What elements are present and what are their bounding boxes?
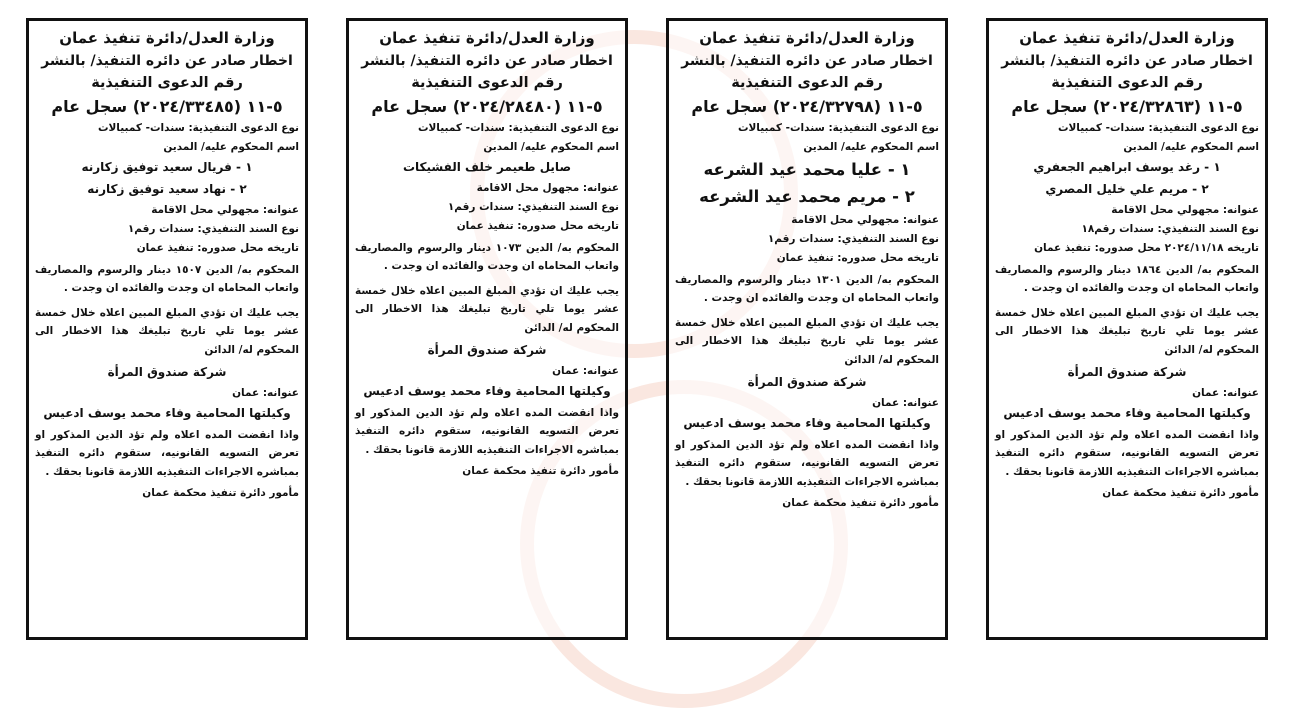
demand-text: يجب عليك ان تؤدي المبلغ المبين اعلاه خلال خمسة عشر يوما تلي تاريخ تبليغك هذا الاخطار الى المحكوم له/ الدائن bbox=[675, 316, 939, 366]
warning-text: واذا انقضت المده اعلاه ولم تؤد الدين المذكور او تعرض التسويه القانونيه، ستقوم دائره التنفيذ بمباشره الاجراءات التنفيذيه اللازمة قانونا بحقك . bbox=[675, 438, 939, 488]
debtor-address: عنوانه: مجهولي محل الاقامة bbox=[151, 204, 299, 216]
company-address: عنوانه: عمان bbox=[232, 386, 299, 399]
debtor-address: عنوانه: مجهولي محل الاقامة bbox=[1111, 204, 1259, 216]
debtor-label: اسم المحكوم عليه/ المدين bbox=[163, 141, 299, 153]
case-type: نوع الدعوى التنفيذية: سندات- كمبيالات bbox=[417, 122, 619, 134]
officer-signature: مأمور دائرة تنفيذ محكمة عمان bbox=[142, 487, 299, 499]
debtor-name: ١ - رغد يوسف ابراهيم الجعفري bbox=[1033, 160, 1221, 174]
officer-signature: مأمور دائرة تنفيذ محكمة عمان bbox=[462, 465, 619, 477]
issue-info: تاريخه محل صدوره: تنفيذ عمان bbox=[136, 242, 299, 254]
lawyer-name: وكيلتها المحامية وفاء محمد يوسف ادعيس bbox=[1003, 405, 1251, 420]
issue-info: تاريخه محل صدوره: تنفيذ عمان bbox=[776, 252, 939, 264]
case-title: رقم الدعوى التنفيذية bbox=[411, 75, 563, 91]
notice-card bbox=[26, 18, 308, 640]
case-title: رقم الدعوى التنفيذية bbox=[91, 75, 243, 91]
debtor-name: ١ - فريال سعيد توفيق زكارنه bbox=[81, 160, 253, 174]
case-number: ٥-١١ (٢٠٢٤/٣٢٧٩٨) سجل عام bbox=[691, 97, 923, 116]
ministry-title: وزارة العدل/دائرة تنفيذ عمان bbox=[699, 29, 915, 47]
demand-text: يجب عليك ان تؤدي المبلغ المبين اعلاه خلال خمسة عشر يوما تلي تاريخ تبليغك هذا الاخطار الى المحكوم له/ الدائن bbox=[995, 306, 1259, 356]
notice-card bbox=[986, 18, 1268, 640]
bond-type: نوع السند التنفيذي: سندات رقم١ bbox=[127, 223, 299, 235]
ministry-title: وزارة العدل/دائرة تنفيذ عمان bbox=[1019, 29, 1235, 47]
notice-card bbox=[346, 18, 628, 640]
issue-info: تاريخه ٢٠٢٤/١١/١٨ محل صدوره: تنفيذ عمان bbox=[1034, 242, 1259, 254]
lawyer-name: وكيلتها المحامية وفاء محمد يوسف ادعيس bbox=[683, 415, 931, 430]
notice-subtitle: اخطار صادر عن دائره التنفيذ/ بالنشر bbox=[361, 53, 613, 69]
company-address: عنوانه: عمان bbox=[872, 396, 939, 409]
case-type: نوع الدعوى التنفيذية: سندات- كمبيالات bbox=[97, 122, 299, 134]
case-title: رقم الدعوى التنفيذية bbox=[731, 75, 883, 91]
demand-text: يجب عليك ان تؤدي المبلغ المبين اعلاه خلال خمسة عشر يوما تلي تاريخ تبليغك هذا الاخطار الى المحكوم له/ الدائن bbox=[35, 306, 299, 356]
warning-text: واذا انقضت المده اعلاه ولم تؤد الدين المذكور او تعرض التسويه القانونيه، ستقوم دائره التنفيذ بمباشره الاجراءات التنفيذيه اللازمة قانونا بحقك . bbox=[355, 406, 619, 456]
case-type: نوع الدعوى التنفيذية: سندات- كمبيالات bbox=[737, 122, 939, 134]
creditor-company: شركة صندوق المرأة bbox=[747, 374, 867, 389]
company-address: عنوانه: عمان bbox=[1192, 386, 1259, 399]
debtor-label: اسم المحكوم عليه/ المدين bbox=[803, 141, 939, 153]
ministry-title: وزارة العدل/دائرة تنفيذ عمان bbox=[59, 29, 275, 47]
amount-text: المحكوم به/ الدين ١٣٠١ دينار والرسوم والمصاريف واتعاب المحاماه ان وجدت والفائده ان وجدت . bbox=[675, 274, 939, 305]
lawyer-name: وكيلتها المحامية وفاء محمد يوسف ادعيس bbox=[43, 405, 291, 420]
officer-signature: مأمور دائرة تنفيذ محكمة عمان bbox=[782, 497, 939, 509]
demand-text: يجب عليك ان تؤدي المبلغ المبين اعلاه خلال خمسة عشر يوما تلي تاريخ تبليغك هذا الاخطار الى المحكوم له/ الدائن bbox=[355, 284, 619, 334]
debtor-name: ٢ - نهاد سعيد توفيق زكارنه bbox=[87, 182, 247, 196]
case-number: ٥-١١ (٢٠٢٤/٣٣٤٨٥) سجل عام bbox=[51, 97, 283, 116]
amount-text: المحكوم به/ الدين ١٠٧٣ دينار والرسوم والمصاريف واتعاب المحاماه ان وجدت والفائده ان وجدت . bbox=[355, 242, 619, 273]
creditor-company: شركة صندوق المرأة bbox=[1067, 364, 1187, 379]
debtor-address: عنوانه: مجهولي محل الاقامة bbox=[791, 214, 939, 226]
debtor-name: ١ - عليا محمد عيد الشرعه bbox=[703, 160, 911, 179]
amount-text: المحكوم به/ الدين ١٨٦٤ دينار والرسوم والمصاريف واتعاب المحاماه ان وجدت والفائده ان وجدت . bbox=[995, 264, 1259, 295]
notice-card bbox=[666, 18, 948, 640]
ministry-title: وزارة العدل/دائرة تنفيذ عمان bbox=[379, 29, 595, 47]
notice-subtitle: اخطار صادر عن دائره التنفيذ/ بالنشر bbox=[41, 53, 293, 69]
issue-info: تاريخه محل صدوره: تنفيذ عمان bbox=[456, 220, 619, 232]
lawyer-name: وكيلتها المحامية وفاء محمد يوسف ادعيس bbox=[363, 383, 611, 398]
notice-subtitle: اخطار صادر عن دائره التنفيذ/ بالنشر bbox=[681, 53, 933, 69]
creditor-company: شركة صندوق المرأة bbox=[427, 342, 547, 357]
debtor-name: ٢ - مريم علي خليل المصري bbox=[1045, 182, 1209, 196]
case-title: رقم الدعوى التنفيذية bbox=[1051, 75, 1203, 91]
officer-signature: مأمور دائرة تنفيذ محكمة عمان bbox=[1102, 487, 1259, 499]
debtor-name: ٢ - مريم محمد عيد الشرعه bbox=[699, 187, 915, 206]
case-number: ٥-١١ (٢٠٢٤/٢٨٤٨٠) سجل عام bbox=[371, 97, 603, 116]
notice-subtitle: اخطار صادر عن دائره التنفيذ/ بالنشر bbox=[1001, 53, 1253, 69]
bond-type: نوع السند التنفيذي: سندات رقم١٨ bbox=[1081, 223, 1259, 235]
debtor-label: اسم المحكوم عليه/ المدين bbox=[483, 141, 619, 153]
case-type: نوع الدعوى التنفيذية: سندات- كمبيالات bbox=[1057, 122, 1259, 134]
debtor-name: صايل طعيمر خلف الفشيكات bbox=[402, 160, 572, 174]
creditor-company: شركة صندوق المرأة bbox=[107, 364, 227, 379]
bond-type: نوع السند التنفيذي: سندات رقم١ bbox=[447, 201, 619, 213]
warning-text: واذا انقضت المده اعلاه ولم تؤد الدين المذكور او تعرض التسويه القانونيه، ستقوم دائره التنفيذ بمباشره الاجراءات التنفيذيه اللازمة قانونا بحقك . bbox=[995, 428, 1259, 478]
debtor-label: اسم المحكوم عليه/ المدين bbox=[1123, 141, 1259, 153]
debtor-address: عنوانه: مجهول محل الاقامة bbox=[476, 182, 619, 194]
amount-text: المحكوم به/ الدين ١٥٠٧ دينار والرسوم والمصاريف واتعاب المحاماه ان وجدت والفائده ان وجدت . bbox=[35, 264, 299, 295]
warning-text: واذا انقضت المده اعلاه ولم تؤد الدين المذكور او تعرض التسويه القانونيه، ستقوم دائره التنفيذ بمباشره الاجراءات التنفيذيه اللازمة قانونا بحقك . bbox=[35, 428, 299, 478]
bond-type: نوع السند التنفيذي: سندات رقم١ bbox=[767, 233, 939, 245]
company-address: عنوانه: عمان bbox=[552, 364, 619, 377]
case-number: ٥-١١ (٢٠٢٤/٣٢٨٦٣) سجل عام bbox=[1011, 97, 1243, 116]
